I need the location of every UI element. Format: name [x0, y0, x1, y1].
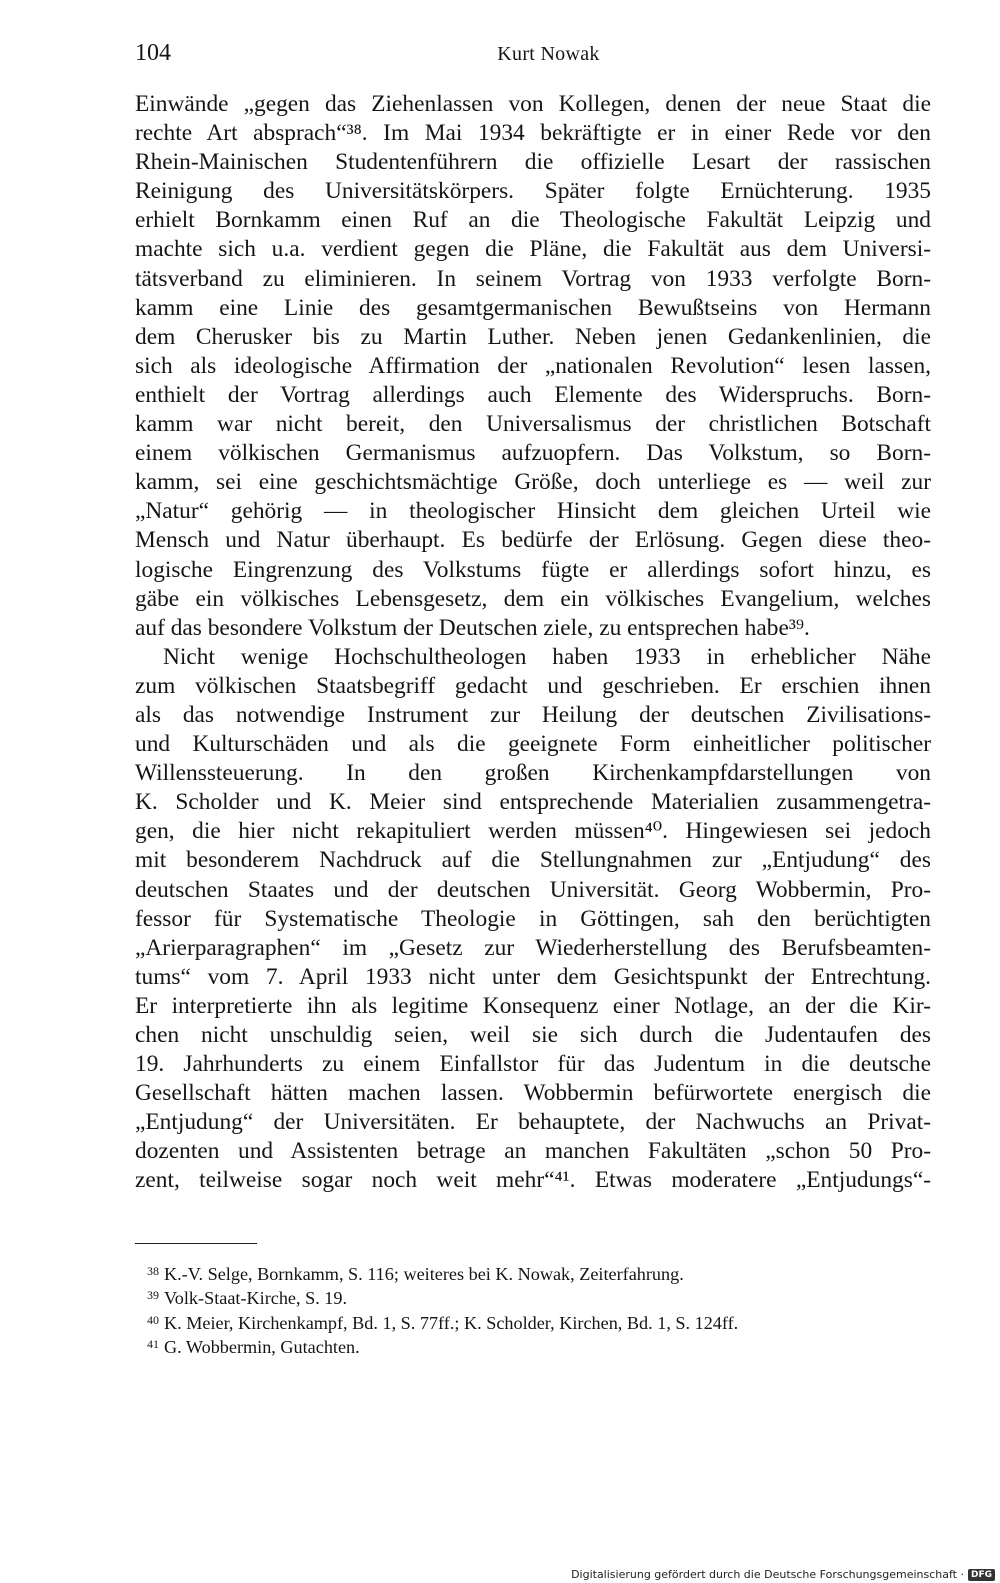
running-title: Kurt Nowak — [497, 43, 600, 65]
footnote — [147, 1259, 922, 1284]
text-line: Rhein-Mainischen Studentenführern die offizielle Lesart der rassischen — [135, 149, 931, 176]
text-line: fessor für Systematische Theologie in Göttingen, sah den berüchtigten — [135, 905, 931, 932]
text-line: logische Eingrenzung des Volkstums fügte er allerdings sofort hinzu, es — [135, 556, 931, 583]
text-line: erhielt Bornkamm einen Ruf an die Theologische Fakultät Leipzig und — [135, 207, 931, 234]
footnote-divider — [135, 1243, 257, 1244]
footnote — [147, 1332, 922, 1358]
text-line: dem Cherusker bis zu Martin Luther. Neben jenen Gedankenlinien, die — [135, 323, 931, 350]
text-line: als das notwendige Instrument zur Heilung der deutschen Zivilisations- — [135, 701, 931, 728]
text-line: gäbe ein völkisches Lebensgesetz, dem ein völkisches Evangelium, welches — [135, 585, 931, 612]
credit-text: Digitalisierung gefördert durch die Deutsche Forschungsgemeinschaft · — [571, 1568, 964, 1581]
footnote-text: Volk-Staat-Kirche, S. 19. — [164, 1288, 348, 1309]
footnote-text: K.-V. Selge, Bornkamm, S. 116; weiteres bei K. Nowak, Zeiterfahrung. — [164, 1264, 684, 1284]
text-line: deutschen Staates und der deutschen Universität. Georg Wobbermin, Pro- — [135, 876, 931, 903]
text-line: gen, die hier nicht rekapituliert werden müssen⁴⁰. Hingewiesen sei jedoch — [135, 818, 931, 845]
text-line: kamm eine Linie des gesamtgermanischen Bewußtseins von Hermann — [135, 294, 931, 321]
text-line: chen nicht unschuldig seien, weil sie sich durch die Judentaufen des — [135, 1022, 931, 1048]
text-line: Einwände „gegen das Ziehenlassen von Kollegen, denen der neue Staat die — [135, 91, 931, 117]
text-line: Mensch und Natur überhaupt. Es bedürfe der Erlösung. Gegen diese theo- — [135, 527, 931, 554]
text-line: Willenssteuerung. In den großen Kirchenkampfdarstellungen von — [135, 760, 931, 787]
body-text — [135, 90, 931, 1196]
text-line: K. Scholder und K. Meier sind entsprechende Materialien zusammengetra- — [135, 789, 931, 816]
footnote-number: 41 — [147, 1337, 159, 1352]
text-line: Er interpretierte ihn als legitime Konsequenz einer Notlage, an der die Kir- — [135, 992, 931, 1019]
text-line: einem völkischen Germanismus aufzuopfern. Das Volkstum, so Born- — [135, 440, 931, 467]
footnote — [147, 1283, 922, 1309]
text-line: „Arierparagraphen“ im „Gesetz zur Wiederherstellung des Berufsbeamten- — [135, 934, 931, 961]
footnote — [147, 1308, 922, 1333]
text-line: tums“ vom 7. April 1933 nicht unter dem Gesichtspunkt der Entrechtung. — [135, 963, 931, 990]
text-line: mit besonderem Nachdruck auf die Stellungnahmen zur „Entjudung“ des — [135, 847, 931, 874]
text-line: auf das besondere Volkstum der Deutschen ziele, zu entsprechen habe³⁹. — [135, 614, 810, 641]
footnote-number: 40 — [147, 1312, 159, 1327]
digitization-credit — [571, 1568, 995, 1581]
text-line: sich als ideologische Affirmation der „nationalen Revolution“ lesen lassen, — [135, 352, 931, 379]
text-line: „Natur“ gehörig — in theologischer Hinsicht dem gleichen Urteil wie — [135, 498, 931, 525]
text-line: dozenten und Assistenten betrage an manchen Fakultäten „schon 50 Pro- — [135, 1138, 931, 1165]
text-line: Gesellschaft hätten machen lassen. Wobbermin befürwortete energisch die — [135, 1080, 931, 1107]
text-line: zent, teilweise sogar noch weit mehr“⁴¹. Etwas moderatere „Entjudungs“- — [135, 1167, 931, 1194]
text-line: 19. Jahrhunderts zu einem Einfallstor für das Judentum in die deutsche — [135, 1051, 931, 1078]
text-line: und Kulturschäden und als die geeignete Form einheitlicher politischer — [135, 731, 931, 758]
text-line: Nicht wenige Hochschultheologen haben 1933 in erheblicher Nähe — [163, 643, 931, 670]
text-line: „Entjudung“ der Universitäten. Er behauptete, der Nachwuchs an Privat- — [135, 1109, 931, 1136]
text-line: tätsverband zu eliminieren. In seinem Vortrag von 1933 verfolgte Born- — [135, 265, 931, 292]
running-head — [135, 40, 932, 70]
footnote-text: K. Meier, Kirchenkampf, Bd. 1, S. 77ff.; K. Scholder, Kirchen, Bd. 1, S. 124ff. — [164, 1312, 739, 1333]
dfg-logo: DFG — [968, 1569, 995, 1581]
text-line: machte sich u.a. verdient gegen die Pläne, die Fakultät aus dem Universi- — [135, 236, 931, 263]
text-line: kamm, sei eine geschichtsmächtige Größe, doch unterliege es — weil zur — [135, 469, 931, 496]
footnote-text: G. Wobbermin, Gutachten. — [164, 1337, 360, 1358]
text-line: rechte Art absprach“³⁸. Im Mai 1934 bekräftigte er in einer Rede vor den — [135, 120, 931, 147]
text-line: enthielt der Vortrag allerdings auch Elemente des Widerspruchs. Born- — [135, 381, 931, 408]
text-line: Reinigung des Universitätskörpers. Später folgte Ernüchterung. 1935 — [135, 178, 931, 205]
text-line: kamm war nicht bereit, den Universalismus der christlichen Botschaft — [135, 411, 931, 438]
page-number: 104 — [135, 40, 171, 66]
text-line: zum völkischen Staatsbegriff gedacht und geschrieben. Er erschien ihnen — [135, 672, 931, 699]
footnote-number: 39 — [147, 1288, 159, 1303]
footnote-number: 38 — [147, 1264, 159, 1278]
footnotes — [147, 1259, 922, 1358]
